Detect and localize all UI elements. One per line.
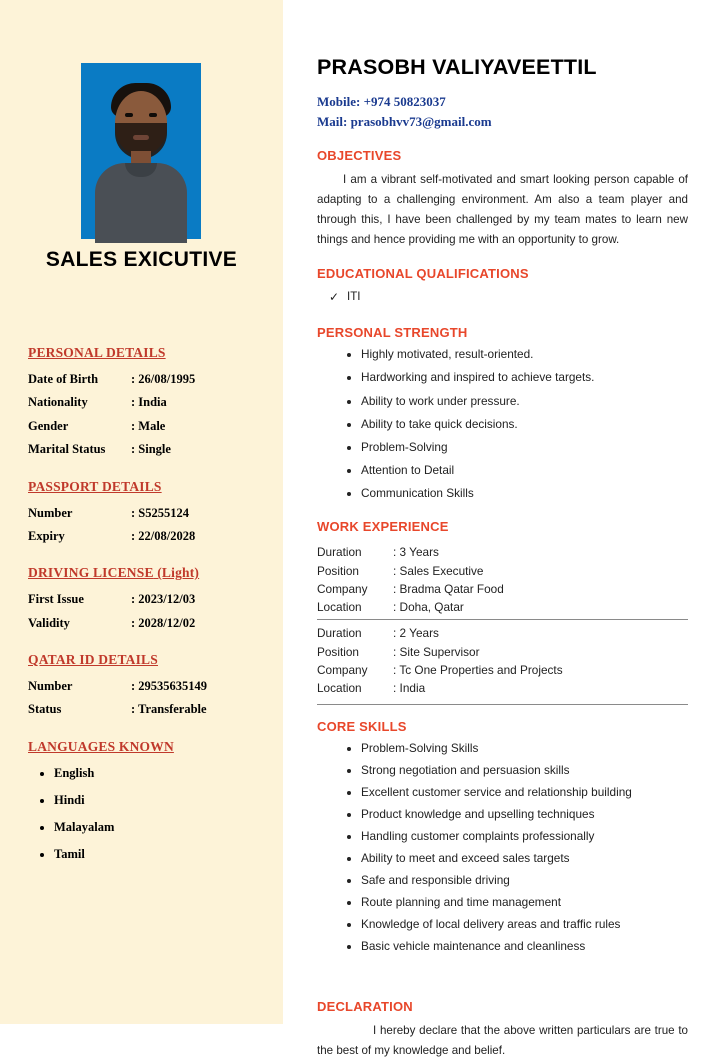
list-item: • Ability to work under pressure. [361,394,688,410]
table-row [317,661,688,679]
list-item: • Malayalam [54,820,264,835]
detail-key: Validity [28,615,70,630]
detail-value: : Transferable [131,702,207,717]
detail-value: : 29535635149 [131,679,208,693]
list-item: • Problem-Solving [361,440,688,456]
row-key: Duration [317,626,362,641]
section-heading: LANGUAGES KNOWN [28,738,174,754]
detail-value: : 2028/12/02 [131,615,196,630]
list-item: • Safe and responsible driving [361,873,688,889]
row-key: Position [317,563,359,578]
detail-key: Date of Birth [28,372,99,386]
detail-value: : Single [131,442,171,457]
section-qatar-id-details [28,652,264,717]
table-row [317,543,688,561]
section-heading-text: DRIVING LICENSE [28,565,154,581]
table-row [317,643,688,661]
detail-row [28,372,264,386]
row-key: Company [317,581,368,596]
avatar [81,63,201,239]
detail-key: Gender [28,418,69,433]
spacer [317,705,688,719]
detail-value: : S5255124 [131,505,189,520]
detail-value: : India [131,395,167,410]
row-value: : Site Supervisor [393,644,480,659]
core-skills-list [317,741,688,955]
detail-row [28,506,264,520]
list-item: • Strong negotiation and persuasion skills [361,763,688,779]
detail-key: First Issue [28,592,84,607]
row-value: : 2 Years [393,626,439,641]
portrait-eye-left [125,113,133,117]
list-item: • Communication Skills [361,486,688,502]
detail-row [28,616,264,630]
row-value: : India [393,681,426,696]
list-item: • Hardworking and inspired to achieve targets. [361,370,688,386]
check-icon: ✓ [329,290,340,305]
detail-row [28,442,264,456]
detail-key: Expiry [28,528,65,543]
list-item: • Highly motivated, result-oriented. [361,347,688,363]
row-key: Duration [317,545,362,560]
mail-line: Mail: prasobhvv73@gmail.com [317,114,492,130]
section-heading: PASSPORT DETAILS [28,478,162,494]
detail-row [28,395,264,409]
detail-row [28,529,264,543]
section-languages-known [28,739,264,862]
section-heading-suffix: (Light) [153,565,200,581]
section-heading: PERSONAL DETAILS [28,345,166,360]
table-row [317,562,688,580]
portrait-eye-right [149,113,157,117]
list-item: • English [54,766,264,781]
experience-entry [317,619,688,704]
detail-row [28,592,264,606]
table-row [317,580,688,598]
work-experience-table [317,541,688,704]
list-item: • Handling customer complaints professionally [361,829,688,845]
left-sidebar [0,0,283,1024]
education-item [317,288,688,305]
languages-list [28,766,264,862]
detail-key: Number [28,505,73,520]
portrait-mouth [133,135,149,140]
detail-row [28,702,264,716]
section-heading-objectives: OBJECTIVES [317,148,402,164]
list-item: • Attention to Detail [361,463,688,479]
detail-value: : Male [131,418,166,433]
main-content [283,0,724,1057]
detail-value: : 2023/12/03 [131,592,196,607]
section-passport-details [28,479,264,544]
detail-key: Number [28,679,73,693]
list-item: • Ability to meet and exceed sales targets [361,851,688,867]
section-heading-work-experience: WORK EXPERIENCE [317,519,449,535]
detail-value: : 26/08/1995 [131,372,196,386]
row-value: : Tc One Properties and Projects [393,663,563,678]
row-key: Company [317,663,368,678]
job-title: SALES EXICUTIVE [45,248,238,271]
list-item: • Knowledge of local delivery areas and traffic rules [361,917,688,933]
row-value: : Doha, Qatar [393,600,464,615]
row-key: Location [317,600,362,615]
detail-value: : 22/08/2028 [131,528,196,543]
list-item: • Hindi [54,793,264,808]
row-value: : 3 Years [393,545,439,560]
section-heading: QATAR ID DETAILS [28,652,158,667]
section-heading-declaration: DECLARATION [317,998,413,1014]
declaration-body: I hereby declare that the above written particulars are true to the best of my knowledge and belief. [317,1023,688,1057]
objectives-body: I am a vibrant self-motivated and smart looking person capable of adapting to a challenging environment. Am also a team player and through this, I have been challenged by my team mates to learn new things and hence providing me with an opportunity to grow. [317,173,688,247]
list-item: • Problem-Solving Skills [361,741,688,757]
section-heading-core-skills: CORE SKILLS [317,718,407,734]
detail-key: Status [28,702,62,717]
list-item: • Ability to take quick decisions. [361,417,688,433]
detail-key: Nationality [28,395,88,410]
list-item: • Excellent customer service and relationship building [361,785,688,801]
table-row [317,624,688,642]
section-heading-education: EDUCATIONAL QUALIFICATIONS [317,266,529,282]
detail-key: Marital Status [28,442,106,457]
declaration-text [317,1021,688,1061]
section-personal-details [28,345,264,457]
section-heading [28,565,264,581]
row-key: Position [317,644,359,659]
row-value: : Bradma Qatar Food [393,581,504,596]
personal-strength-list [317,347,688,501]
detail-row [28,419,264,433]
table-row [317,598,688,616]
section-heading-personal-strength: PERSONAL STRENGTH [317,325,468,341]
education-item-label: ITI [347,290,361,304]
list-item: • Tamil [54,847,264,862]
row-value: : Sales Executive [393,563,484,578]
left-sections [28,345,264,884]
page-title: PRASOBH VALIYAVEETTIL [317,55,597,79]
detail-row [28,679,264,693]
section-driving-license [28,565,264,630]
list-item: • Basic vehicle maintenance and cleanliness [361,939,688,955]
contact-block [317,92,688,132]
experience-entry [317,541,688,619]
list-item: • Route planning and time management [361,895,688,911]
list-item: • Product knowledge and upselling techniques [361,807,688,823]
table-row [317,679,688,697]
mobile-line: Mobile: +974 50823037 [317,94,446,109]
objectives-text [317,170,688,250]
row-key: Location [317,681,362,696]
